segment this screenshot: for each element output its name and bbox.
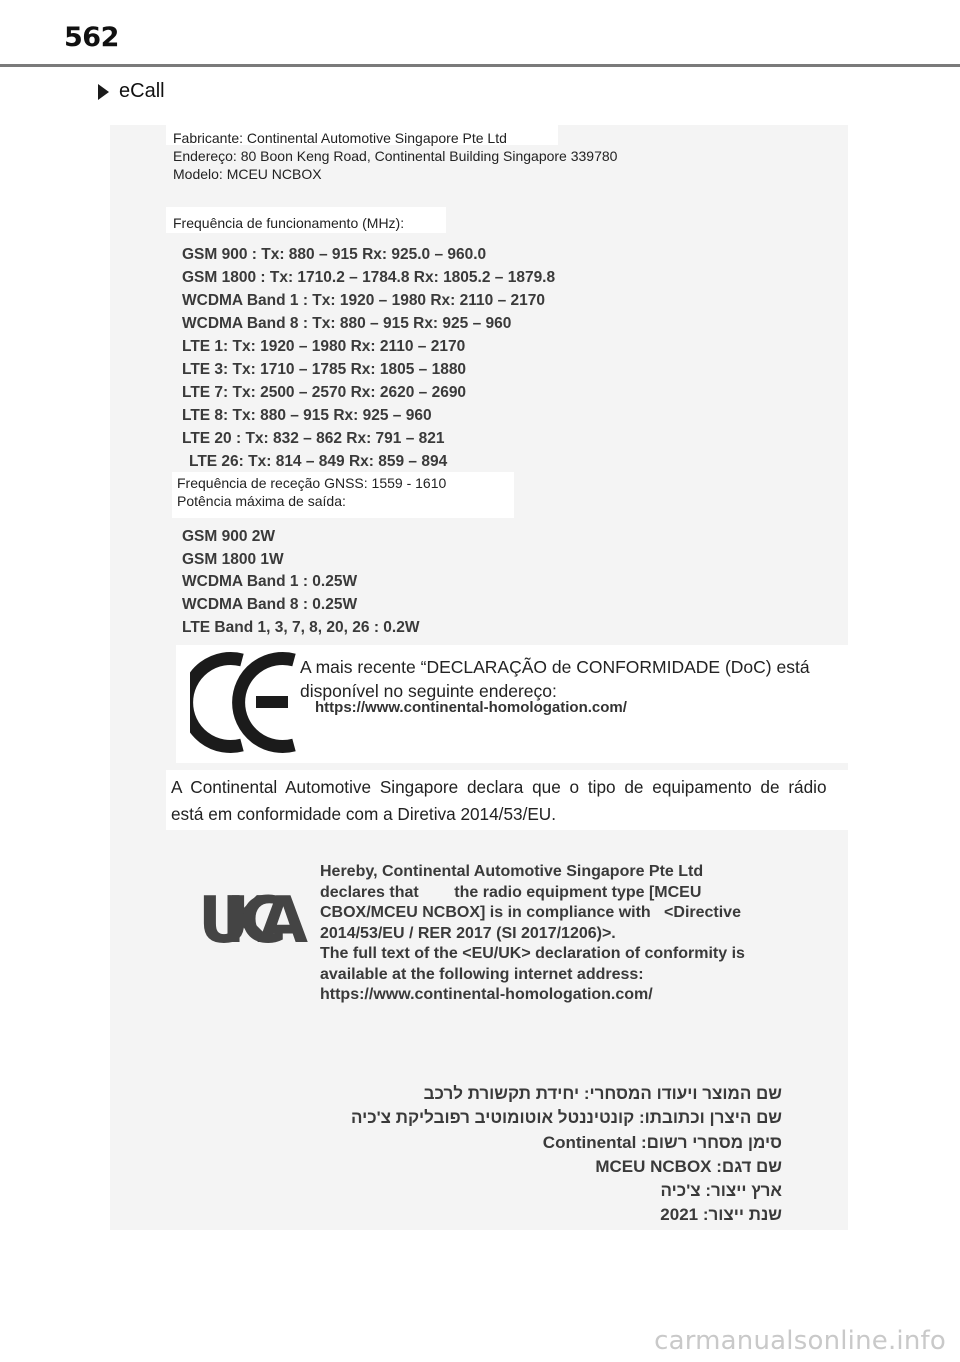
power-line: GSM 1800 1W <box>182 551 284 568</box>
hebrew-line: שם המוצר ויעודו המסחרי: יחידת תקשורת לרכב <box>423 1084 782 1103</box>
watermark: carmanualsonline.info <box>654 1326 946 1356</box>
ukca-line: Hereby, Continental Automotive Singapore Pte Ltd <box>320 863 704 880</box>
address-line: Endereço: 80 Boon Keng Road, Continental Building Singapore 339780 <box>173 148 618 164</box>
page-number: 562 <box>64 22 119 53</box>
gnss-line: Frequência de receção GNSS: 1559 - 1610 <box>177 475 447 491</box>
power-line: WCDMA Band 1 : 0.25W <box>182 573 358 590</box>
hebrew-line: שנת ייצור: 2021 <box>660 1205 782 1225</box>
hebrew-line: שם דגם: MCEU NCBOX <box>595 1156 782 1176</box>
model-line: Modelo: MCEU NCBOX <box>173 166 322 182</box>
ukca-line: The full text of the <EU/UK> declaration of conformity is <box>320 945 745 962</box>
band-line: LTE 3: Tx: 1710 – 1785 Rx: 1805 – 1880 <box>182 361 467 378</box>
ukca-line: declares that the radio equipment type [MCEU <box>320 883 702 901</box>
ukca-line: CBOX/MCEU NCBOX] is in compliance with <Directive <box>320 904 741 921</box>
band-line: LTE 8: Tx: 880 – 915 Rx: 925 – 960 <box>182 407 432 424</box>
power-heading: Potência máxima de saída: <box>177 493 346 509</box>
power-line: LTE Band 1, 3, 7, 8, 20, 26 : 0.2W <box>182 619 420 636</box>
hebrew-declaration <box>322 1082 782 1228</box>
ce-mark-icon <box>190 650 300 755</box>
band-line: GSM 900 : Tx: 880 – 915 Rx: 925.0 – 960.0 <box>182 246 487 263</box>
directive-line1: A Continental Automotive Singapore declara que o tipo de equipamento de rádio <box>171 777 827 797</box>
band-line: LTE 26: Tx: 814 – 849 Rx: 859 – 894 <box>189 453 448 470</box>
section-heading <box>98 80 165 103</box>
power-line: GSM 900 2W <box>182 528 276 545</box>
directive-line2: está em conformidade com a Diretiva 2014/53/EU. <box>171 804 556 824</box>
ukca-line: available at the following internet address: <box>320 965 644 983</box>
power-line: WCDMA Band 8 : 0.25W <box>182 596 358 613</box>
hebrew-line: שם היצרן וכתובתו: קונטיננטל אוטומוטיב רפובליקת צ'כיה <box>350 1108 782 1128</box>
triangle-bullet-icon <box>98 84 109 100</box>
ukca-mark-icon <box>198 888 310 1004</box>
section-title: eCall <box>119 80 165 102</box>
manufacturer-line: Fabricante: Continental Automotive Singapore Pte Ltd <box>173 130 507 146</box>
ukca-line: 2014/53/EU / RER 2017 (SI 2017/1206)>. <box>320 924 616 942</box>
band-line: WCDMA Band 8 : Tx: 880 – 915 Rx: 925 – 960 <box>182 315 512 332</box>
band-line: LTE 20 : Tx: 832 – 862 Rx: 791 – 821 <box>182 430 445 447</box>
hebrew-line: ארץ ייצור: צ'כיה <box>660 1181 782 1201</box>
doc-url[interactable]: https://www.continental-homologation.com/ <box>315 699 627 716</box>
hebrew-line: סימן מסחרי רשום: Continental <box>542 1132 782 1152</box>
ce-text-line2: disponível no seguinte endereço: <box>300 681 557 701</box>
header-rule <box>0 64 960 67</box>
ukca-url[interactable]: https://www.continental-homologation.com/ <box>320 986 653 1003</box>
frequency-heading: Frequência de funcionamento (MHz): <box>173 215 405 231</box>
band-line: LTE 1: Tx: 1920 – 1980 Rx: 2110 – 2170 <box>182 338 466 355</box>
ukca-logo-text: UKCA <box>198 888 308 958</box>
band-line: GSM 1800 : Tx: 1710.2 – 1784.8 Rx: 1805.2 – 1879.8 <box>182 269 556 286</box>
ce-text-line1: A mais recente “DECLARAÇÃO de CONFORMIDADE (DoC) está <box>300 657 810 677</box>
band-line: LTE 7: Tx: 2500 – 2570 Rx: 2620 – 2690 <box>182 384 467 401</box>
band-line: WCDMA Band 1 : Tx: 1920 – 1980 Rx: 2110 – 2170 <box>182 292 545 309</box>
ukca-declaration <box>320 862 745 1006</box>
